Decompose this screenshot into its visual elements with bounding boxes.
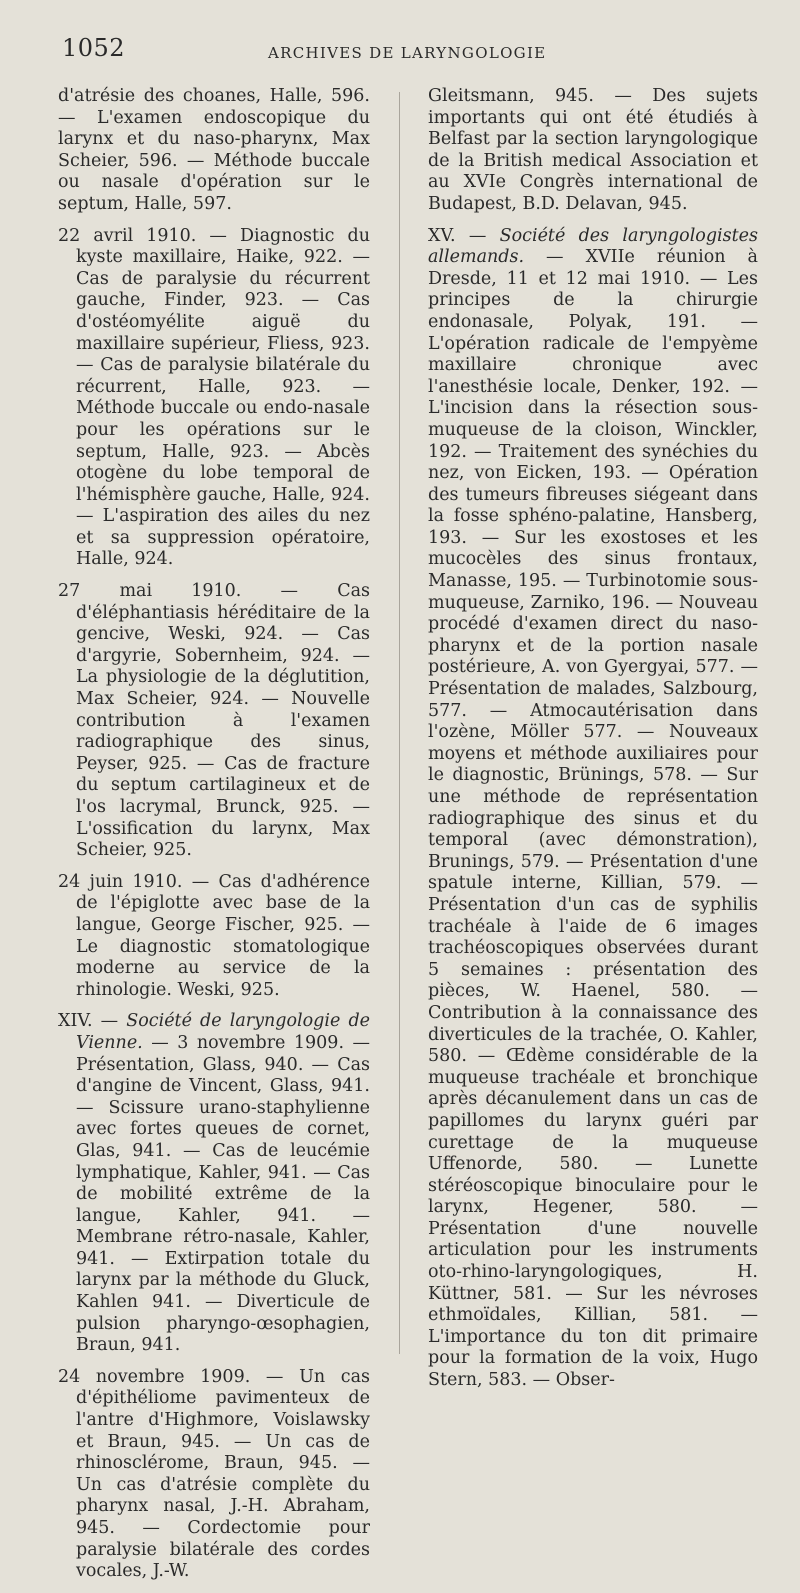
section-text: — 3 novembre 1909. — Présentation, Glass, 940. — Cas d'angine de Vincent, Glass, 941. — Scissure urano-staphylienne avec fortes queues de cornet, Glas, 941. — Cas de leucémie lymphatique, Kahler, 941. — Cas de mobilité extrême de la langue, Kahler, 941. — Membrane rétro-nasale, Kahler, 941. — Extirpation totale du larynx par la méthode du Gluck, Kahlen 941. — Diverticule de pulsion pharyngo-œsophagien, Braun, 941. — [76, 1032, 370, 1356]
paragraph: Gleitsmann, 945. — Des sujets importants qui ont été étudiés à Belfast par la section laryngologique de la British medical Association et au XVIe Congrès international de Budapest, B.D. Delavan, 945. — [428, 86, 758, 214]
page-number: 1052 — [62, 34, 126, 62]
left-column — [58, 86, 370, 1593]
section-xiv — [58, 1011, 370, 1357]
section-lead: XV. — — [428, 225, 500, 246]
paragraph: 27 mai 1910. — Cas d'éléphantiasis héréditaire de la gencive, Weski, 924. — Cas d'argyrie, Sobernheim, 924. — La physiologie de la déglutition, Max Scheier, 924. — Nouvelle contribution à l'examen radiographique des sinus, Peyser, 925. — Cas de fracture du septum cartilagineux et de l'os lacrymal, Brunck, 925. — L'ossification du larynx, Max Scheier, 925. — [58, 581, 370, 861]
paragraph: 22 avril 1910. — Diagnostic du kyste maxillaire, Haike, 922. — Cas de paralysie du récurrent gauche, Finder, 923. — Cas d'ostéomyélite aiguë du maxillaire supérieur, Fliess, 923. — Cas de paralysie bilatérale du récurrent, Halle, 923. — Méthode buccale ou endo-nasale pour les opérations sur le septum, Halle, 923. — Abcès otogène du lobe temporal de l'hémisphère gauche, Halle, 924. — L'aspiration des ailes du nez et sa suppression opératoire, Halle, 924. — [58, 225, 370, 570]
right-column — [428, 86, 758, 1402]
paragraph: d'atrésie des choanes, Halle, 596. — L'examen endoscopique du larynx et du naso-pharynx, Max Scheier, 596. — Méthode buccale ou nasale d'opération sur le septum, Halle, 597. — [58, 86, 370, 214]
running-title: ARCHIVES DE LARYNGOLOGIE — [268, 44, 547, 62]
paragraph: 24 juin 1910. — Cas d'adhérence de l'épiglotte avec base de la langue, George Fischer, 925. — Le diagnostic stomatologique moderne au service de la rhinologie. Weski, 925. — [58, 871, 370, 1000]
section-title: Société des laryngologistes allemands. — [428, 225, 758, 268]
section-xv — [428, 226, 758, 1392]
column-rule — [399, 92, 400, 1354]
paragraph: 24 novembre 1909. — Un cas d'épithéliome pavimenteux de l'antre d'Highmore, Voislawsky et Braun, 945. — Un cas de rhinosclérome, Braun, 945. — Un cas d'atrésie complète du pharynx nasal, J.-H. Abraham, 945. — Cordectomie pour paralysie bilatérale des cordes vocales, J.-W. — [58, 1366, 370, 1582]
section-title: Société de laryngologie de Vienne. — [76, 1011, 370, 1053]
section-text: — XVIIe réunion à Dresde, 11 et 12 mai 1910. — Les principes de la chirurgie endonasale, Polyak, 191. — L'opération radicale de l'empyème maxillaire chronique avec l'anesthésie locale, Denker, 192. — L'incision dans la résection sous-muqueuse de la cloison, Winckler, 192. — Traitement des synéchies du nez, von Eicken, 193. — Opération des tumeurs fibreuses siégeant dans la fosse sphéno-palatine, Hansberg, 193. — Sur les exostoses et les mucocèles des sinus frontaux, Manasse, 195. — Turbinotomie sous-muqueuse, Zarniko, 196. — Nouveau procédé d'examen direct du naso-pharynx et de la portion nasale postérieure, A. von Gyergyai, 577. — Présentation de malades, Salzbourg, 577. — Atmocautérisation dans l'ozène, Möller 577. — Nouveaux moyens et méthode auxiliaires pour le diagnostic, Brünings, 578. — Sur une méthode de représentation radiographique des sinus et du temporal (avec démonstration), Brunings, 579. — Présentation d'une spatule interne, Killian, 579. — Présentation d'un cas de syphilis trachéale à l'aide de 6 images trachéoscopiques observées durant 5 semaines : présentation des pièces, W. Haenel, 580. — Contribution à la connaissance des diverticules de la trachée, O. Kahler, 580. — Œdème considérable de la muqueuse trachéale et bronchique après décanulement dans un cas de papillomes du larynx guéri par curettage de la muqueuse Uffenorde, 580. — Lunette stéréoscopique binoculaire pour le larynx, Hegener, 580. — Présentation d'une nouvelle articulation pour les instruments oto-rhino-laryngologiques, H. Küttner, 581. — Sur les névroses ethmoïdales, Killian, 581. — L'importance du ton dit primaire pour la formation de la voix, Hugo Stern, 583. — Obser- — [428, 247, 758, 1391]
section-lead: XIV. — — [58, 1011, 127, 1032]
